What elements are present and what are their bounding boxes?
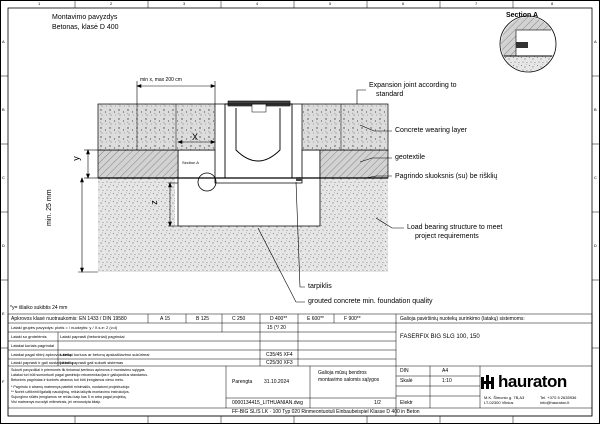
label-pagrindo: Pagrindo sluoksnis (su) be rišklių [395, 173, 498, 180]
class-a15: A 15 [160, 316, 171, 322]
row-label-e: E [2, 311, 5, 316]
class-e600: E 600** [307, 316, 324, 322]
applies-to-label: Galioja paviršinių nuotekų surinkimo (latakų) sistemoms: [400, 316, 525, 322]
dim-z-label: z [148, 200, 159, 205]
scale-value: 1:10 [442, 378, 452, 384]
row6-left: Lataki paprasti ir gali nustatyti kelią [11, 360, 74, 365]
col-label-8: 8 [551, 1, 554, 6]
row-label-b-right: B [594, 107, 597, 112]
label-expansion-joint-1: Expansion joint according to [369, 82, 457, 89]
class-d400: D 400** [270, 316, 288, 322]
row-label-d-right: D [594, 243, 597, 248]
example-row-value: 15 (*/ 20 [267, 325, 286, 331]
note-4: ** Norint užtikrinti ilgalaikį naudojimą, reikia laikytis montavimo instrukcijos. [11, 390, 130, 394]
label-tarpiklis: tarpiklis [308, 283, 332, 290]
row-label-d: D [2, 243, 5, 248]
concrete-class-1: C35/45 XF4 [266, 352, 293, 358]
wearing-layer-left [98, 104, 215, 150]
page-number: 1/2 [374, 400, 381, 406]
col-label-6: 6 [402, 1, 405, 6]
col-label-3: 3 [183, 1, 186, 6]
section-a-detail [500, 16, 556, 72]
note-6: Visi matmenys nurodyti milimetrais, jei nenurodyta kitaip. [11, 400, 102, 404]
example-row-label: Lataki grupės pavyzdys: plotis = / nuokrytis: y / X.s.e: 2 (v.d) [11, 325, 118, 330]
product-name: FASERFIX BIG SLG 100, 150 [400, 334, 480, 340]
company-email: info@hauraton.lt [540, 400, 570, 405]
note-0: Sukurti pavyzdžiai ir priemonės tik tinkamai įvertinus apkrovos ir montavimo sąlygas. [11, 368, 146, 372]
note-3: * Pagrindo ir atramų matmenys pateikti minimalūs, nustatomi projektuotojo. [11, 385, 131, 389]
drawing-number: 0000134415_LITHUANIAN.dwg [232, 400, 303, 406]
label-load-bearing-1: Load bearing structure to meet [407, 224, 503, 231]
row3b: Lataki paprasti (betoniniai) pagrindai [60, 334, 125, 339]
row3c: Latakai kuriais pagrindai [11, 343, 55, 348]
label-geotextile: geotextile [395, 154, 425, 161]
wearing-layer-right [302, 104, 388, 150]
load-class-label: Apkrovos klasė nuotraukomis: EN 1433 / DIN 19580 [11, 316, 127, 322]
note-1: Latakai turi būti sumontuoti pagal gamintojo rekomendacijas ir galiojančius standartus. [11, 373, 149, 377]
class-b125: B 125 [196, 316, 210, 322]
row-label-a: A [2, 39, 5, 44]
row-label-a-right: A [594, 39, 597, 44]
dim-min25-label: min. 25 mm [46, 189, 53, 226]
row-label-c-right: C [594, 175, 597, 180]
label-grouted: grouted concrete min. foundation quality [308, 298, 433, 305]
standard-label: DIN [400, 368, 409, 374]
prepared-date: 31.10.2024 [264, 379, 290, 385]
dim-y-label: y [70, 156, 81, 161]
row4-left: Latakai pagal ribinį apkrovos kelią [11, 352, 72, 357]
row-label-c: C [2, 175, 5, 180]
class-f900: F 900** [344, 316, 361, 322]
row6-mid: Lataki paprasti gali sukurti sistemas [60, 360, 124, 365]
row3a: Lataki su grotelėmis [11, 334, 47, 339]
label-concrete-wearing: Concrete wearing layer [395, 127, 467, 134]
validity-line2: montavimo salomis sąlygos [318, 377, 380, 383]
company-tel: Tel. +370 5 2635936 [540, 395, 577, 400]
section-a-title: Section A [506, 12, 539, 19]
validity-line1: Galioja mūsų bendros [318, 370, 367, 376]
note-5: Sujungimo siūlės įrengiamos ne rečiau kaip kas 5 m arba pagal projektą. [11, 395, 127, 399]
section-a-callout: Section A [182, 160, 199, 165]
base-course-left [98, 150, 178, 178]
col-label-5: 5 [329, 1, 332, 6]
drawing-title-line2: Betonas, klasė D 400 [52, 24, 119, 31]
footer-title: FF-BIG SL/S LK · 100 Typ 020 Rinmeontuotuli Einbaubeispiel Klasse D 400 in Beton [232, 409, 420, 415]
scale-label: Skalė [400, 378, 413, 384]
concrete-class-2: C25/30 XF3 [266, 360, 293, 366]
col-label-1: 1 [38, 1, 41, 6]
drawing-title-line1: Montavimo pavyzdys [52, 14, 118, 21]
col-label-4: 4 [256, 1, 259, 6]
row-label-f: F [2, 379, 5, 384]
col-label-7: 7 [475, 1, 478, 6]
dim-x-label: X [192, 132, 199, 142]
col-label-2: 2 [110, 1, 113, 6]
label-min-x: min x, max 200 cm [140, 77, 182, 83]
electronic-label: Elektr [400, 400, 413, 406]
format-value: A4 [442, 368, 449, 374]
class-c250: C 250 [232, 316, 246, 322]
channel-invert [236, 108, 280, 161]
footnote: *y= išlaiko sukibtis 24 mm [10, 305, 68, 311]
prepared-label: Parengta [232, 379, 253, 385]
label-load-bearing-2: project requirements [415, 233, 479, 240]
row4-mid: Latakai kuriuos ar betonų apskaičiavimo sukūrimai [60, 352, 150, 357]
company-address-1: M.K. Šimonio g. 7B,A3 [484, 395, 525, 400]
label-expansion-joint-2: standard [376, 91, 404, 98]
note-2: Betoninis pagrindas ir šoninės atramos turi būti įrengiamos vienu metu. [11, 378, 124, 382]
row-label-b: B [2, 107, 5, 112]
base-course-right [320, 150, 388, 178]
company-address-2: LT-02300 Vilnius [484, 400, 514, 405]
logo-wordmark: hauraton [498, 372, 567, 391]
